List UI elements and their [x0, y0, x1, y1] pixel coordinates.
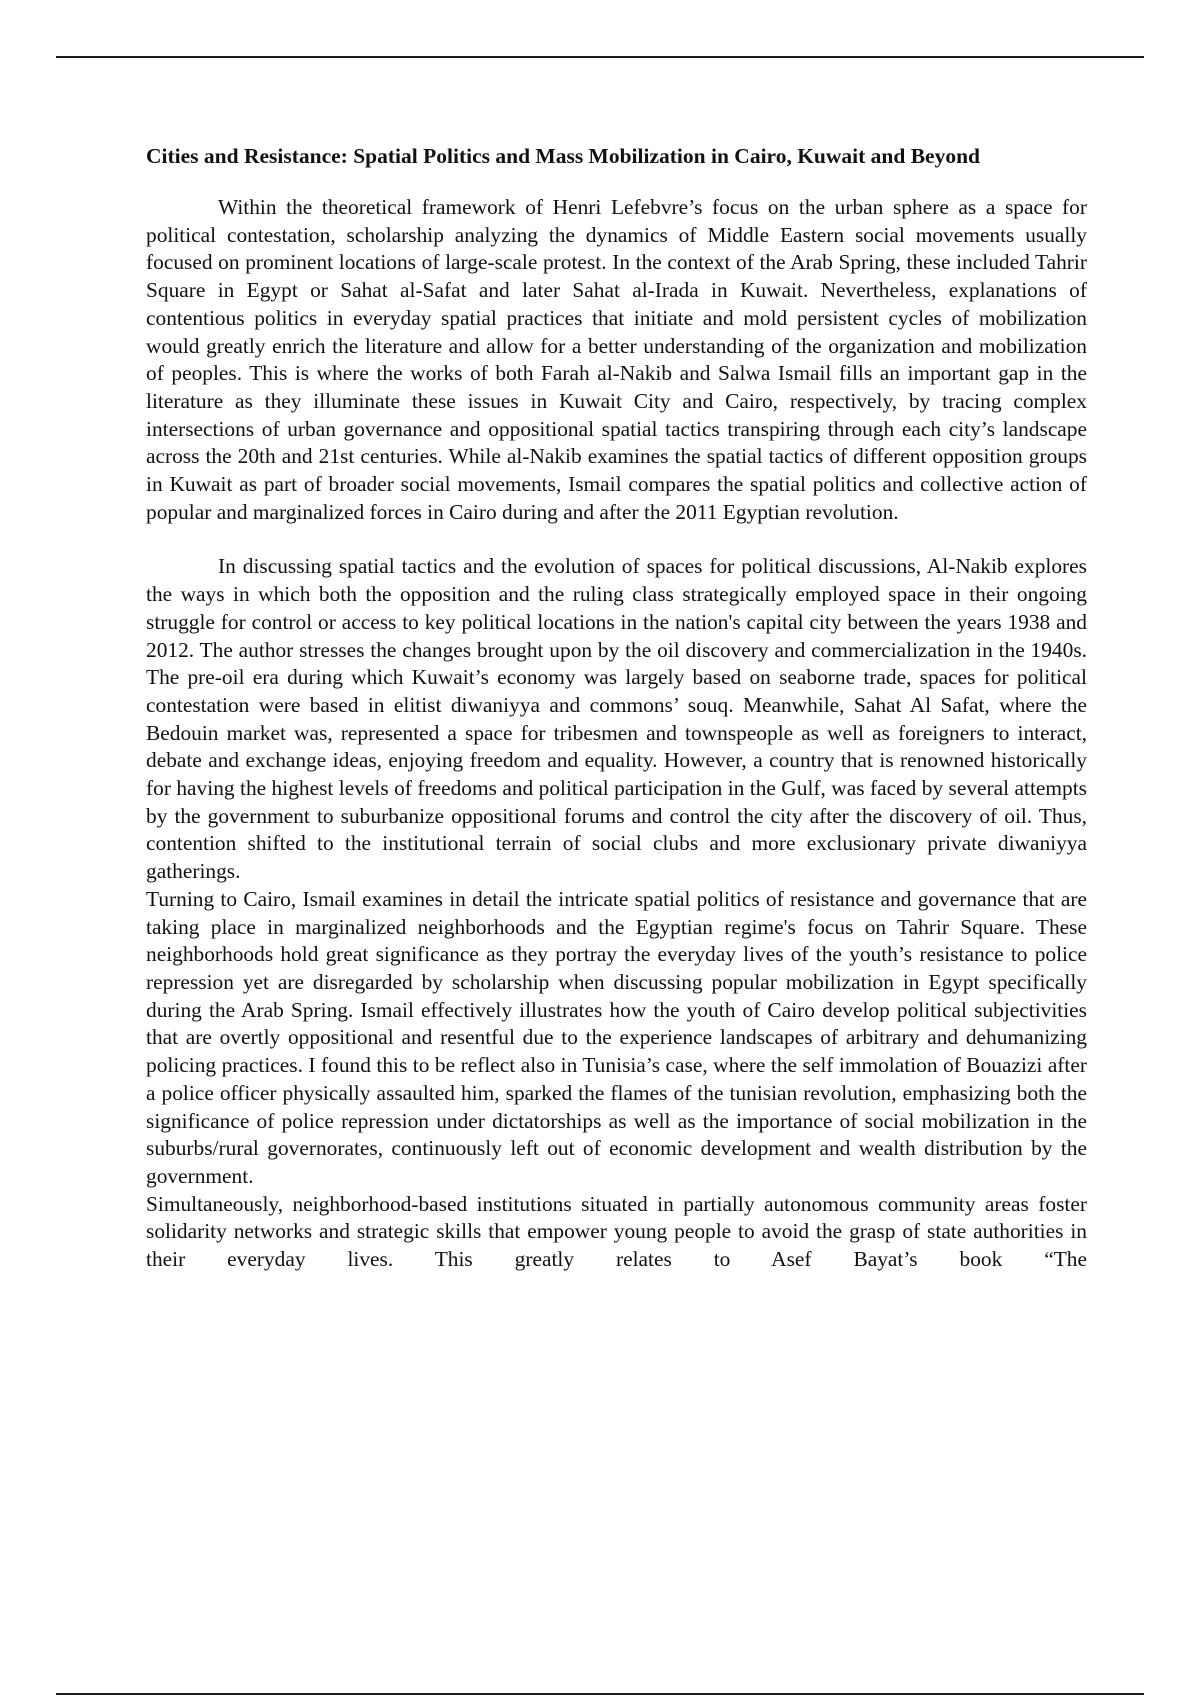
paragraph-3: Turning to Cairo, Ismail examines in detail the intricate spatial politics of resistance and governance that are taking place in marginalized neighborhoods and the Egyptian regime's focus on Tahrir Square. These neighborhoods hold great significance as they portray the everyday lives of the youth’s resistance to police repression yet are disregarded by scholarship when discussing popular mobilization in Egypt specifically during the Arab Spring. Ismail effectively illustrates how the youth of Cairo develop political subjectivities that are overtly oppositional and resentful due to the experience landscapes of arbitrary and dehumanizing policing practices. I found this to be reflect also in Tunisia’s case, where the self immolation of Bouazizi after a police officer physically assaulted him, sparked the flames of the tunisian revolution, emphasizing both the significance of police repression under dictatorships as well as the importance of social mobilization in the suburbs/rural governorates, continuously left out of economic development and wealth distribution by the government.: [146, 886, 1087, 1188]
top-rule: [56, 56, 1144, 58]
paragraph-1: Within the theoretical framework of Henri Lefebvre’s focus on the urban sphere as a space for political contestation, scholarship analyzing the dynamics of Middle Eastern social movements usually focused on prominent locations of large-scale protest. In the context of the Arab Spring, these included Tahrir Square in Egypt or Sahat al-Safat and later Sahat al-Irada in Kuwait. Nevertheless, explanations of contentious politics in everyday spatial practices that initiate and mold persistent cycles of mobilization would greatly enrich the literature and allow for a better understanding of the organization and mobilization of peoples. This is where the works of both Farah al-Nakib and Salwa Ismail fills an important gap in the literature as they illuminate these issues in Kuwait City and Cairo, respectively, by tracing complex intersections of urban governance and oppositional spatial tactics transpiring through each city’s landscape across the 20th and 21st centuries. While al-Nakib examines the spatial tactics of different opposition groups in Kuwait as part of broader social movements, Ismail compares the spatial politics and collective action of popular and marginalized forces in Cairo during and after the 2011 Egyptian revolution.: [146, 195, 1087, 524]
document-body: [146, 142, 1087, 1274]
bottom-rule: [56, 1693, 1144, 1695]
document-title: Cities and Resistance: Spatial Politics and Mass Mobilization in Cairo, Kuwait and Beyond: [146, 144, 980, 168]
paragraph-2: In discussing spatial tactics and the evolution of spaces for political discussions, Al-Nakib explores the ways in which both the opposition and the ruling class strategically employed space in their ongoing struggle for control or access to key political locations in the nation's capital city between the years 1938 and 2012. The author stresses the changes brought upon by the oil discovery and commercialization in the 1940s. The pre-oil era during which Kuwait’s economy was largely based on seaborne trade, spaces for political contestation were based in elitist diwaniyya and commons’ souq. Meanwhile, Sahat Al Safat, where the Bedouin market was, represented a space for tribesmen and townspeople as well as foreigners to interact, debate and exchange ideas, enjoying freedom and equality. However, a country that is renowned historically for having the highest levels of freedoms and political participation in the Gulf, was faced by several attempts by the government to suburbanize oppositional forums and control the city after the discovery of oil. Thus, contention shifted to the institutional terrain of social clubs and more exclusionary private diwaniyya gatherings.: [146, 554, 1087, 884]
paragraph-4: Simultaneously, neighborhood-based institutions situated in partially autonomous community areas foster solidarity networks and strategic skills that empower young people to avoid the grasp of state authorities in their everyday lives. This greatly relates to Asef Bayat’s book “The: [146, 1191, 1087, 1272]
